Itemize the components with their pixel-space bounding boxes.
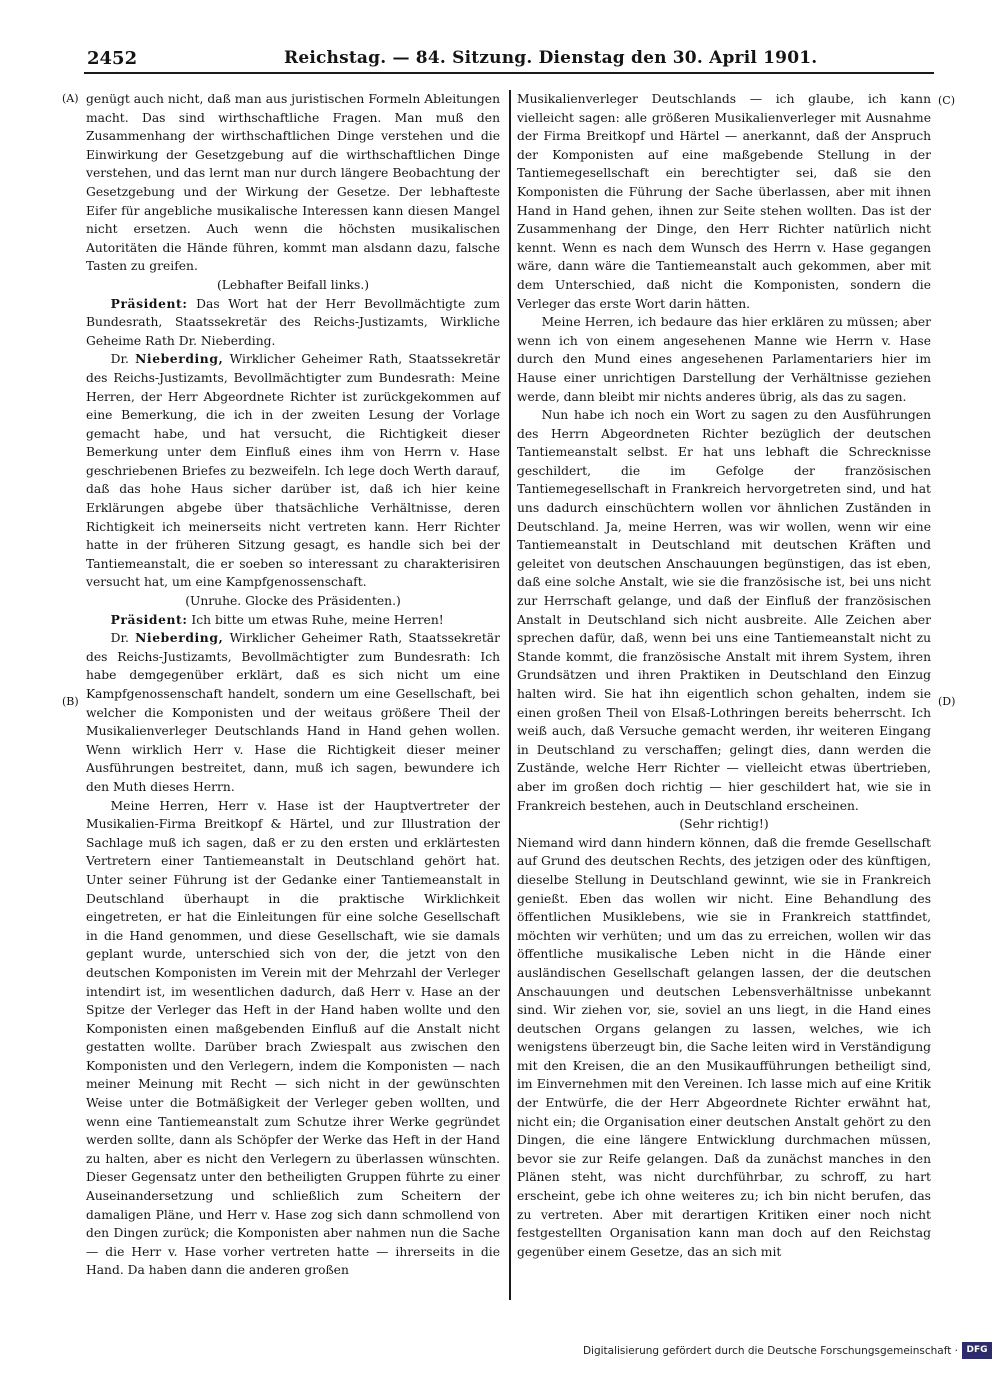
speech-text: Wirklicher Geheimer Rath, Staatssekretär des Reichs-Justizamts, Bevollmächtigter zum Bundesrath: Ich habe demgegenüber erklärt, daß es sich nicht um eine Kampfgenossenschaft handelt, sondern um eine Gesellschaft, bei welcher die Komponisten und der weitaus größere Theil der Musikalienverleger Deutschlands Hand in Hand gehen wollen. Wenn wirklich Herr v. Hase die Richtigkeit dieser meiner Ausführungen bestreitet, dann, muß ich sagen, bewundere ich den Muth dieses Herrn. — [86, 631, 500, 794]
speech-text: Das Wort hat der Herr Bevollmächtigte zum Bundesrath, Staatssekretär des Reichs-Justizamts, Wirkliche Geheime Rath Dr. Nieberding. — [86, 296, 500, 348]
paragraph — [86, 629, 500, 796]
speaker-name: Präsident: — [110, 295, 188, 311]
paragraph — [86, 611, 500, 630]
paragraph: genügt auch nicht, daß man aus juristischen Formeln Ableitungen macht. Das sind wirthschaftliche Fragen. Man muß den Zusammenhang der wirthschaftlichen Dinge verstehen und die Einwirkung der Gesetzgebung auf die wirthschaftlichen Dinge verstehen, und das lernt man nur durch längere Beobachtung der Gesetzgebung und der Wirkung der Gesetze. Der lebhafteste Eifer für angebliche musikalische Interessen kann diesen Mangel nicht ersetzen. Auch wenn die höchsten musikalischen Autoritäten die Hände führen, kommt man alsdann dazu, falsche Tasten zu greifen. — [86, 92, 500, 274]
margin-mark-a: (A) — [62, 92, 79, 105]
paragraph — [86, 350, 500, 592]
paragraph: Niemand wird dann hindern können, daß die fremde Gesellschaft auf Grund des deutschen Rechts, des jetzigen oder des künftigen, dieselbe Stellung in Deutschland gewinnt, wie sie in Frankreich genießt. Eben das wollen wir nicht. Eine Behandlung des öffentlichen Musiklebens, wie sie in Frankreich stattfindet, möchten wir verhüten; und um das zu erreichen, wollen wir das öffentliche musikalische Leben nicht in die Hände einer ausländischen Gesellschaft gelangen lassen, der die deutschen Anschauungen und deutschen Lebensverhältnisse unbekannt sind. Wir ziehen vor, sie, soviel an uns liegt, in die Hand eines deutschen Organs gelangen zu lassen, welches, wie ich wenigstens überzeugt bin, die Sache leiten wird in Verständigung mit den Kreisen, die an den Musikaufführungen betheiligt sind, im Einvernehmen mit den Vereinen. Ich lasse mich auf eine Kritik der Entwürfe, die der Herr Abgeordnete Richter erwähnt hat, nicht ein; die Organisation einer deutschen Anstalt gehört zu den Dingen, die eine längere Entwicklung durchmachen müssen, bevor sie zur Reife gelangen. Daß da zunächst manches in den Plänen steht, was nicht durchführbar, zu schroff, zu hart erscheint, gebe ich ohne weiteres zu; ich bin nicht berufen, das zu vertreten. Aber mit derartigen Kritiken einer noch nicht festgestellten Organisation kann man doch auf den Reichstag gegenüber einem Gesetze, das an sich mit — [517, 835, 931, 1259]
paragraph — [86, 295, 500, 351]
speech-text: Ich bitte um etwas Ruhe, meine Herren! — [191, 612, 444, 627]
interjection: (Unruhe. Glocke des Präsidenten.) — [185, 594, 401, 609]
margin-mark-b: (B) — [62, 695, 79, 708]
speaker-name: Nieberding, — [135, 630, 224, 646]
left-column — [86, 90, 500, 1280]
footer — [582, 1341, 992, 1363]
speaker-name: Nieberding, — [135, 351, 224, 367]
paragraph: Musikalienverleger Deutschlands — ich glaube, ich kann vielleicht sagen: alle größeren Musikalienverleger mit Ausnahme der Firma Breitkopf und Härtel — anerkannt, daß der Anspruch der Komponisten auf eine maßgebende Stellung in der Tantiemegesellschaft ein berechtigter sei, daß sie den Komponisten die Führung der Sache überlassen, aber mit ihnen Hand in Hand gehen, ihnen zur Seite stehen wollten. Das ist der Zusammenhang der Dinge, den Herr Richter natürlich nicht kennt. Wenn es nach dem Wunsch des Herrn v. Hase gegangen wäre, dann wäre die Tantiemeanstalt auch gekommen, aber mit dem Unterschied, daß nicht die Komponisten, sondern die Verleger das erste Wort darin hätten. — [517, 92, 931, 311]
page-header — [84, 46, 934, 74]
paragraph: Meine Herren, ich bedaure das hier erklären zu müssen; aber wenn ich von einem angesehenen Manne wie Herrn v. Hase durch den Mund eines angesehenen Parlamentariers hier im Hause einer unrichtigen Darstellung der Verhältnisse geziehen werde, dann bleibt mir nichts anderes übrig, als das zu sagen. — [517, 315, 931, 404]
running-head: Reichstag. — 84. Sitzung. Dienstag den 30. April 1901. — [284, 48, 818, 68]
right-column — [517, 90, 931, 1261]
margin-mark-c: (C) — [938, 94, 955, 107]
interjection: (Sehr richtig!) — [679, 817, 769, 832]
page-number: 2452 — [87, 48, 138, 69]
paragraph: Nun habe ich noch ein Wort zu sagen zu den Ausführungen des Herrn Abgeordneten Richter bezüglich der deutschen Tantiemeanstalt selbst. Er hat uns lebhaft die Schrecknisse geschildert, die im Gefolge der französischen Tantiemegesellschaft in Frankreich hervorgetreten sind, und hat uns dadurch einschüchtern wollen vor ähnlichen Zuständen in Deutschland. Ja, meine Herren, was wir wollen, wenn wir eine Tantiemeanstalt in Deutschland mit deutschen Kräften und geleitet von deutschen Anschauungen begünstigen, das ist eben, daß eine solche Anstalt, wie sie die französische ist, bei uns nicht zur Herrschaft gelange, und daß der Einfluß der französischen Anstalt in Deutschland sich nicht ausbreite. Alle Zeichen aber sprechen dafür, daß, wenn bei uns eine Tantiemeanstalt nicht zu Stande kommt, die französische Anstalt mit ihrem System, ihren Grundsätzen und ihren Praktiken in Deutschland den Einzug halten wird. Sie hat ihn eigentlich schon gehalten, indem sie einen großen Theil von Elsaß-Lothringen bereits beherrscht. Ich weiß auch, daß Versuche gemacht werden, ihr weiteren Eingang in Deutschland zu verschaffen; gelingt dies, dann werden die Zustände, welche Herr Richter — vielleicht etwas übertrieben, aber im großen doch richtig — hier geschildert hat, wie sie in Frankreich bestehen, auch in Deutschland erscheinen. — [517, 408, 931, 813]
speech-text: Wirklicher Geheimer Rath, Staatssekretär des Reichs-Justizamts, Bevollmächtigter zum Bundesrath: Meine Herren, der Herr Abgeordnete Richter ist zurückgekommen auf eine Bemerkung, die ich in der zweiten Lesung der Vorlage gemacht habe, und hat versucht, die Richtigkeit dieser Bemerkung unter dem Einfluß eines ihm von Herrn v. Hase geschriebenen Briefes zu bezweifeln. Ich lege doch Werth darauf, daß das hohe Haus sicher darüber ist, daß ich hier keine Erklärungen abgebe über thatsächliche Verhältnisse, deren Richtigkeit ich meinerseits nicht vertreten kann. Herr Richter hatte in der früheren Sitzung gesagt, es handle sich bei der Tantiemeanstalt, die er soeben so interessant zu charakterisiren versucht hat, um eine Kampfgenossenschaft. — [86, 352, 500, 590]
speaker-title: Dr. — [110, 631, 129, 646]
interjection: (Lebhafter Beifall links.) — [216, 277, 370, 292]
margin-mark-d: (D) — [938, 695, 956, 708]
dfg-logo: DFG — [962, 1342, 992, 1359]
footer-funding-note: Digitalisierung gefördert durch die Deutsche Forschungsgemeinschaft · — [582, 1345, 958, 1357]
speaker-title: Dr. — [110, 352, 129, 367]
paragraph: Meine Herren, Herr v. Hase ist der Hauptvertreter der Musikalien-Firma Breitkopf & Härtel, und zur Illustration der Sachlage muß ich sagen, daß er zu den ersten und erklärtesten Vertretern einer Tantiemeanstalt in Deutschland gehört hat. Unter seiner Führung ist der Gedanke einer Tantiemeanstalt in Deutschland überhaupt in die praktische Wirklichkeit eingetreten, er hat die Einleitungen für eine solche Gesellschaft in die Hand genommen, und diese Gesellschaft, wie sie damals geplant wurde, unterschied sich von der, die jetzt von den deutschen Komponisten im Verein mit der Mehrzahl der Verleger intendirt ist, im wesentlichen dadurch, daß Herr v. Hase an der Spitze der Verleger das Heft in der Hand haben wollte und den Komponisten einen maßgebenden Einfluß auf die Anstalt nicht gestatten wollte. Darüber brach Zwiespalt aus zwischen den Komponisten und den Verlegern, indem die Komponisten — nach meiner Meinung mit Recht — sich nicht in der gewünschten Weise unter die Botmäßigkeit der Verleger geben wollten, und wenn eine Tantiemeanstalt zum Schutze ihrer Werke gegründet werden sollte, dann als Schöpfer der Werke das Heft in der Hand zu halten, aber es nicht den Verlegern zu überlassen wünschten. Dieser Gegensatz unter den betheiligten Gruppen führte zu einer Auseinandersetzung und schließlich zum Scheitern der damaligen Pläne, und Herr v. Hase zog sich dann schmollend von den Dingen zurück; die Komponisten aber nahmen nun die Sache — die Herr v. Hase vorher vertreten hatte — ihrerseits in die Hand. Da haben dann die anderen großen — [86, 798, 500, 1278]
speaker-name: Präsident: — [110, 611, 188, 627]
column-divider — [509, 90, 511, 1300]
